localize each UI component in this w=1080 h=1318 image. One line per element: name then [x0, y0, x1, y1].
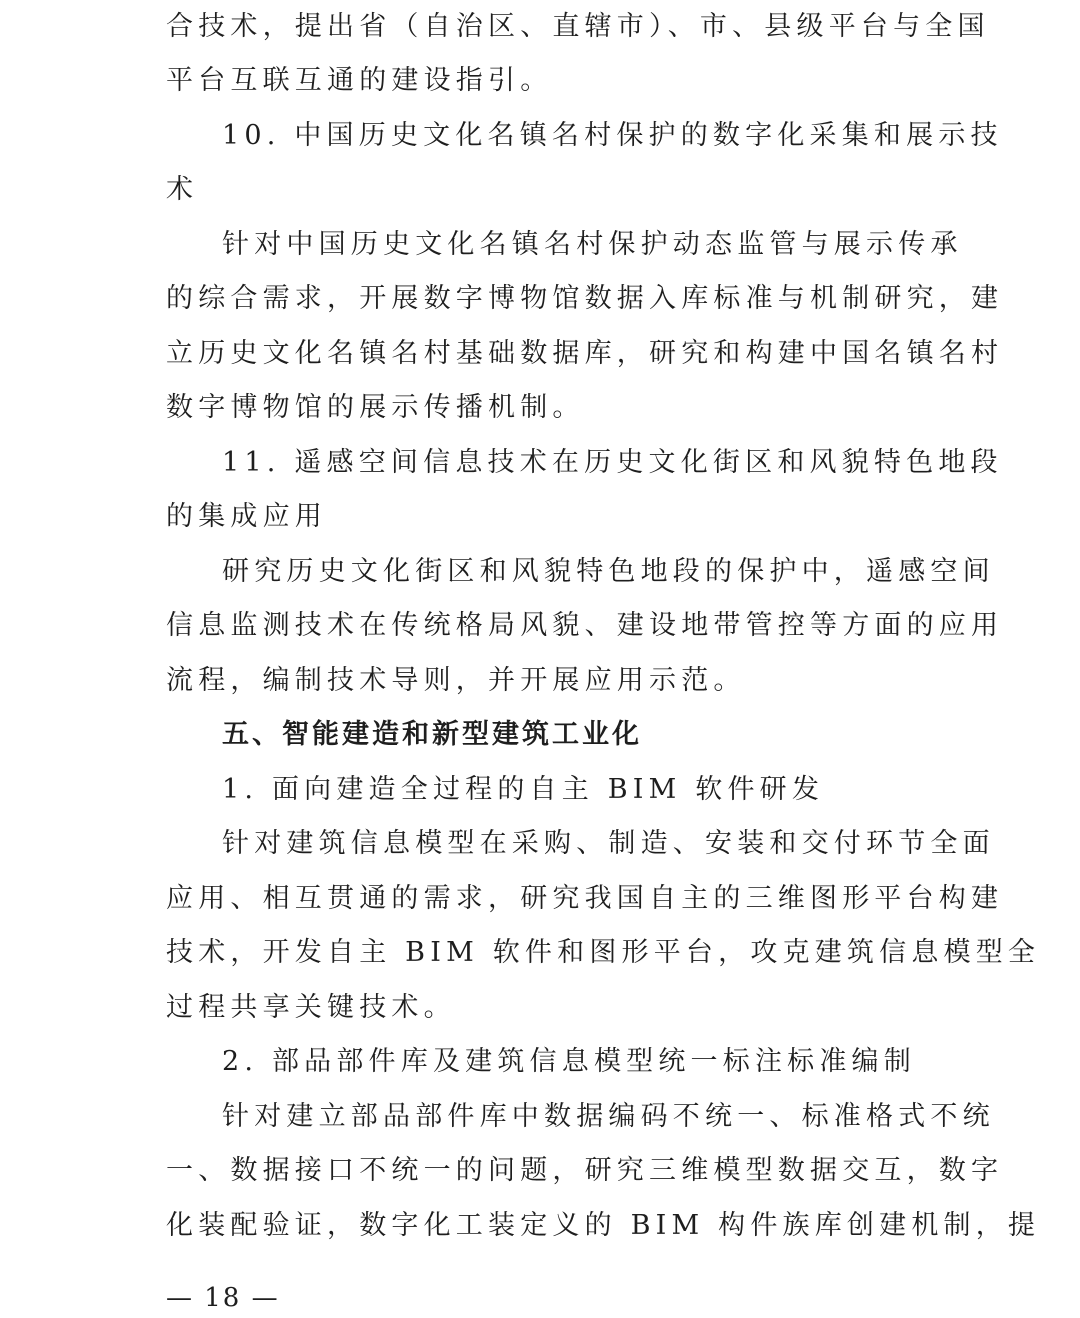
text-line: 立历史文化名镇名村基础数据库，研究和构建中国名镇名村: [166, 338, 1004, 369]
text-line: 化装配验证，数字化工装定义的 BIM 构件族库创建机制，提: [166, 1210, 1041, 1241]
text-line: 平台互联互通的建设指引。: [166, 65, 553, 96]
text-line: 针对建立部品部件库中数据编码不统一、标准格式不统: [222, 1101, 995, 1132]
text-line: 流程，编制技术导则，并开展应用示范。: [166, 665, 746, 696]
section-item-title: 10. 中国历史文化名镇名村保护的数字化采集和展示技: [222, 120, 1003, 151]
text-line: 的综合需求，开展数字博物馆数据入库标准与机制研究，建: [166, 283, 1004, 314]
section-item-title: 的集成应用: [166, 501, 327, 532]
text-line: 针对中国历史文化名镇名村保护动态监管与展示传承: [222, 229, 963, 260]
text-line: 过程共享关键技术。: [166, 992, 456, 1023]
section-item-title: 2. 部品部件库及建筑信息模型统一标注标准编制: [222, 1046, 916, 1077]
section-item-title: 11. 遥感空间信息技术在历史文化街区和风貌特色地段: [222, 447, 1003, 478]
text-line: 信息监测技术在传统格局风貌、建设地带管控等方面的应用: [166, 610, 1004, 641]
text-line: 一、数据接口不统一的问题，研究三维模型数据交互，数字: [166, 1155, 1004, 1186]
page-number: — 18 —: [166, 1283, 280, 1313]
section-item-title: 术: [166, 174, 199, 205]
section-heading: 五、智能建造和新型建筑工业化: [222, 719, 642, 750]
text-line: 研究历史文化街区和风貌特色地段的保护中，遥感空间: [222, 556, 995, 587]
text-line: 应用、相互贯通的需求，研究我国自主的三维图形平台构建: [166, 883, 1004, 914]
text-line: 技术，开发自主 BIM 软件和图形平台，攻克建筑信息模型全: [166, 937, 1041, 968]
text-line: 合技术，提出省（自治区、直辖市）、市、县级平台与全国: [166, 11, 990, 42]
text-line: 数字博物馆的展示传播机制。: [166, 392, 585, 423]
section-item-title: 1. 面向建造全过程的自主 BIM 软件研发: [222, 774, 825, 805]
text-line: 针对建筑信息模型在采购、制造、安装和交付环节全面: [222, 828, 995, 859]
